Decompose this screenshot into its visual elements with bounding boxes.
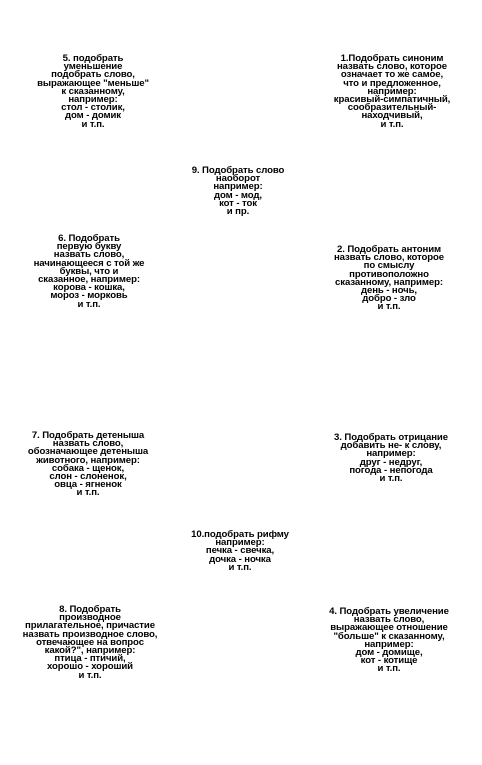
task-block-2 bbox=[334, 246, 444, 312]
task-6-title: 6. Подобрать bbox=[58, 233, 120, 244]
task-5-title: 5. подобрать bbox=[62, 53, 124, 64]
task-9-line: дом - мод, bbox=[214, 189, 262, 201]
task-block-3 bbox=[334, 434, 448, 483]
task-9-line: наоборот bbox=[215, 173, 261, 185]
task-3-line: погода - непогода bbox=[349, 464, 433, 476]
task-6-line: назвать слово, bbox=[53, 249, 125, 261]
task-2-line: добро - зло bbox=[362, 293, 416, 305]
task-5-line: к сказанному, bbox=[61, 85, 125, 97]
task-4-line: и т.п. bbox=[377, 663, 401, 675]
task-8-line: какой?", например: bbox=[44, 645, 136, 657]
task-block-9 bbox=[192, 167, 285, 216]
task-1-line: находчивый, bbox=[361, 110, 423, 122]
task-6-line: буквы, что и bbox=[59, 265, 119, 277]
task-block-6 bbox=[34, 235, 145, 309]
task-10-title: 10.подобрать рифму bbox=[191, 529, 289, 540]
task-5-line: подобрать слово, bbox=[51, 69, 135, 81]
task-7-line: овца - ягненок bbox=[54, 479, 122, 491]
task-8-line: птица - птичий, bbox=[54, 653, 126, 665]
task-10-line: дочка - ночка bbox=[209, 553, 271, 565]
task-5-line: например: bbox=[68, 94, 118, 106]
task-1-line: что и предложенное, bbox=[343, 77, 441, 89]
task-2-line: по смыслу bbox=[363, 260, 415, 272]
task-6-line: корова - кошка, bbox=[53, 282, 125, 294]
task-9-title: 9. Подобрать слово bbox=[191, 165, 285, 176]
task-7-title: 7. Подобрать детеныша bbox=[31, 430, 145, 441]
task-1-line: означает то же самое, bbox=[340, 69, 444, 81]
task-7-line: слон - слоненок, bbox=[49, 471, 127, 483]
task-8-line: производное bbox=[59, 612, 121, 624]
task-7-line: собака - щенок, bbox=[51, 462, 125, 474]
task-4-title: 4. Подобрать увеличение bbox=[329, 606, 449, 617]
task-1-line: например: bbox=[367, 85, 417, 97]
task-6-line: и т.п. bbox=[77, 298, 101, 310]
task-block-5 bbox=[37, 55, 149, 129]
task-block-4 bbox=[329, 608, 449, 674]
task-3-line: добавить не- к слову, bbox=[340, 440, 442, 452]
task-4-line: кот - котище bbox=[360, 655, 418, 667]
task-2-line: и т.п. bbox=[377, 301, 401, 313]
task-block-1 bbox=[334, 55, 451, 129]
task-3-line: например: bbox=[366, 448, 416, 460]
task-4-line: например: bbox=[364, 638, 414, 650]
task-7-line: обозначающее детеныша bbox=[27, 446, 149, 458]
task-10-line: например: bbox=[215, 537, 265, 549]
task-4-line: выражающее отношение bbox=[330, 622, 448, 634]
task-8-title: 8. Подобрать bbox=[59, 604, 121, 615]
task-1-line: и т.п. bbox=[380, 118, 404, 130]
task-7-line: животного, например: bbox=[36, 454, 140, 466]
task-block-8 bbox=[23, 606, 158, 680]
task-1-title: 1.Подобрать синоним bbox=[340, 53, 444, 64]
task-5-line: уменьшение bbox=[63, 61, 123, 73]
task-3-title: 3. Подобрать отрицание bbox=[334, 432, 448, 443]
task-8-line: и т.п. bbox=[78, 669, 102, 681]
task-8-line: хорошо - хороший bbox=[47, 661, 133, 673]
task-2-line: сказанному, например: bbox=[335, 276, 443, 288]
task-1-line: сообразительный- bbox=[347, 102, 437, 114]
task-5-line: и т.п. bbox=[81, 118, 105, 130]
task-8-line: отвечающее на вопрос bbox=[36, 636, 144, 648]
task-4-line: назвать слово, bbox=[353, 614, 425, 626]
task-4-line: "больше" к сказанному, bbox=[333, 630, 445, 642]
task-4-line: дом - домище, bbox=[355, 647, 423, 659]
task-9-line: и пр. bbox=[226, 206, 250, 218]
task-6-line: мороз - морковь bbox=[50, 290, 128, 302]
task-3-line: и т.п. bbox=[379, 473, 403, 485]
task-2-title: 2. Подобрать антоним bbox=[337, 244, 441, 255]
task-2-line: противоположно bbox=[349, 268, 429, 280]
task-block-10 bbox=[191, 531, 289, 572]
task-7-line: назвать слово, bbox=[52, 438, 124, 450]
task-8-line: прилагательное, причастие bbox=[25, 620, 155, 632]
task-10-line: печка - свечка, bbox=[205, 545, 275, 557]
task-5-line: выражающее "меньше" bbox=[37, 77, 149, 89]
task-6-line: сказанное, например: bbox=[38, 274, 140, 286]
task-1-line: назвать слово, которое bbox=[336, 61, 448, 73]
task-7-line: и т.п. bbox=[76, 487, 100, 499]
task-3-line: друг - недруг, bbox=[359, 456, 423, 468]
task-8-line: назвать производное слово, bbox=[22, 628, 158, 640]
task-block-7 bbox=[28, 432, 148, 498]
task-9-line: кот - ток bbox=[219, 197, 257, 209]
task-2-line: день - ночь, bbox=[360, 285, 417, 297]
task-5-line: дом - домик bbox=[65, 110, 121, 122]
task-6-line: начинающееся с той же bbox=[33, 257, 145, 269]
task-2-line: назвать слово, которое bbox=[333, 252, 445, 264]
task-1-line: красивый-симпатичный, bbox=[333, 94, 451, 106]
task-10-line: и т.п. bbox=[228, 561, 252, 573]
task-6-line: первую букву bbox=[56, 241, 122, 253]
task-5-line: стол - столик, bbox=[61, 102, 125, 114]
task-9-line: например: bbox=[213, 181, 263, 193]
